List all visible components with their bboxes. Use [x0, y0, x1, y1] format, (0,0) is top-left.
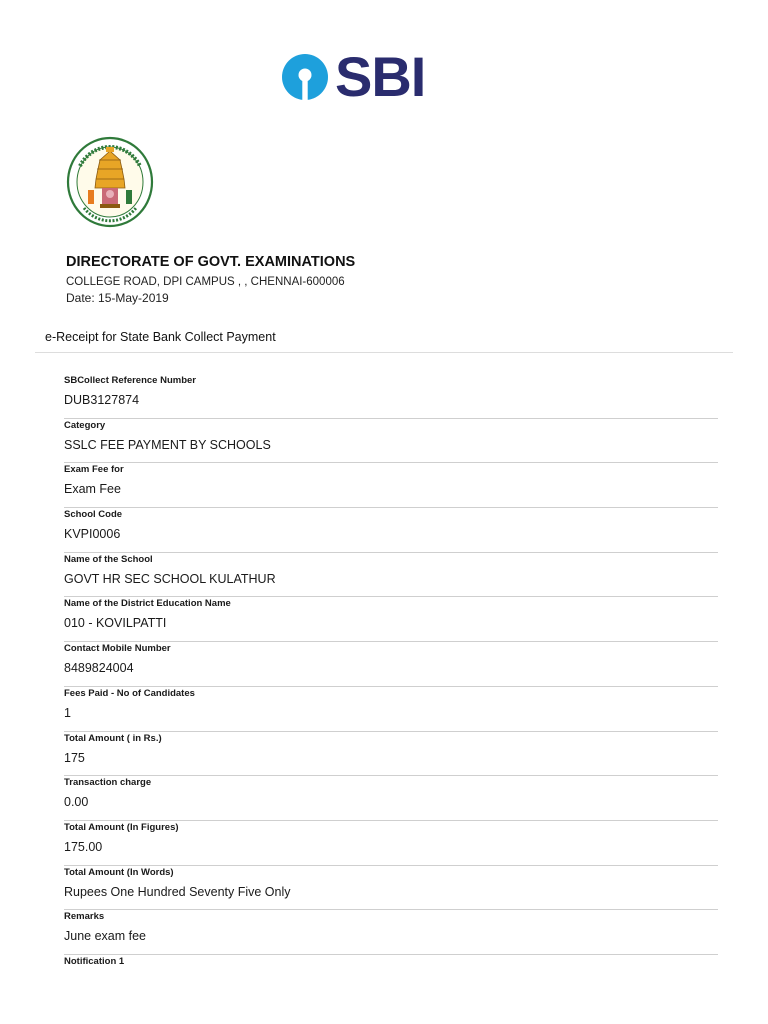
field-label: Name of the District Education Name [64, 598, 231, 610]
field-total-amount [64, 732, 718, 777]
field-label: Exam Fee for [64, 464, 124, 476]
field-remarks [64, 910, 718, 955]
field-value: GOVT HR SEC SCHOOL KULATHUR [64, 571, 276, 586]
field-value: KVPI0006 [64, 527, 121, 542]
field-exam-fee-for [64, 463, 718, 508]
organisation-header [66, 254, 355, 305]
field-label: Fees Paid - No of Candidates [64, 687, 195, 699]
receipt-fields [64, 374, 718, 1000]
field-label: Total Amount (In Words) [64, 866, 174, 878]
field-transaction-charge [64, 776, 718, 821]
field-notification [64, 955, 718, 1000]
field-label: School Code [64, 509, 123, 521]
field-value: 8489824004 [64, 661, 134, 676]
field-mobile-number [64, 642, 718, 687]
sbi-keyhole-icon [281, 53, 329, 101]
field-label: Transaction charge [64, 777, 152, 789]
field-value: 1 [64, 705, 71, 720]
field-value: Exam Fee [64, 482, 121, 497]
field-school-name [64, 553, 718, 598]
field-label: Name of the School [64, 553, 153, 565]
sbi-wordmark: SBI [335, 45, 426, 108]
organisation-address: COLLEGE ROAD, DPI CAMPUS , , CHENNAI-600006 [66, 276, 345, 288]
field-value: June exam fee [64, 929, 146, 944]
field-value: 010 - KOVILPATTI [64, 616, 167, 631]
field-value: 175.00 [64, 839, 103, 854]
field-label: Category [64, 419, 106, 431]
field-value: Rupees One Hundred Seventy Five Only [64, 884, 291, 899]
sbi-logo [281, 45, 426, 108]
field-label: Total Amount (In Figures) [64, 821, 179, 833]
field-amount-words [64, 866, 718, 911]
field-value: 175 [64, 750, 85, 765]
field-school-code [64, 508, 718, 553]
field-label: SBCollect Reference Number [64, 375, 196, 386]
field-value: 0.00 [64, 795, 89, 810]
field-candidates [64, 687, 718, 732]
field-value: DUB3127874 [64, 393, 140, 407]
receipt-date: Date: 15-May-2019 [66, 291, 169, 305]
field-label: Total Amount ( in Rs.) [64, 732, 162, 744]
field-reference-number [64, 374, 718, 419]
field-label: Notification 1 [64, 955, 125, 967]
receipt-title: e-Receipt for State Bank Collect Payment [45, 330, 276, 344]
field-category [64, 419, 718, 464]
field-amount-figures [64, 821, 718, 866]
tamil-nadu-government-emblem-icon [66, 136, 154, 232]
divider [35, 352, 733, 353]
field-district [64, 597, 718, 642]
organisation-name: DIRECTORATE OF GOVT. EXAMINATIONS [66, 254, 356, 270]
field-label: Contact Mobile Number [64, 643, 171, 655]
field-value: SSLC FEE PAYMENT BY SCHOOLS [64, 437, 271, 452]
field-label: Remarks [64, 911, 105, 923]
